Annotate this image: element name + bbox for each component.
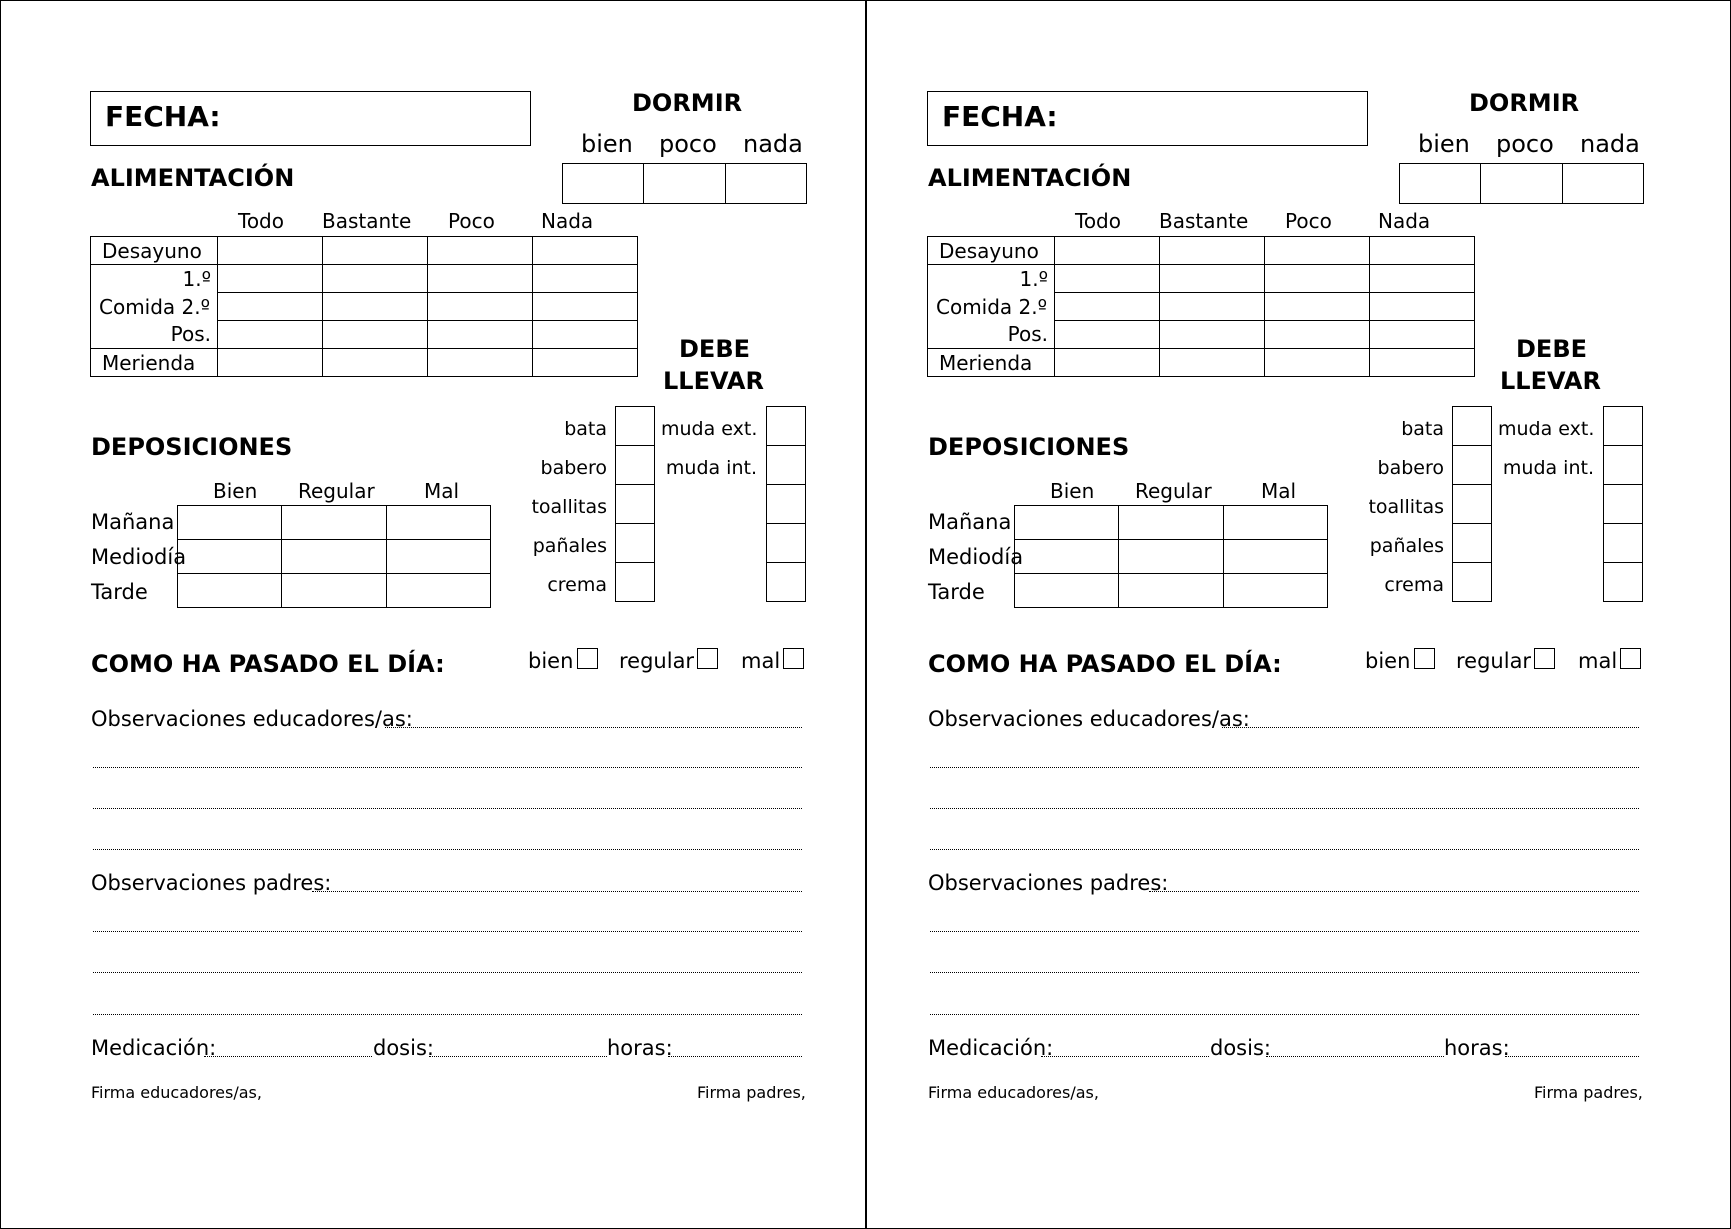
alimentacion-cell[interactable]	[428, 237, 533, 265]
alimentacion-col-bastante: Bastante	[1159, 209, 1249, 233]
obs-educadores-line[interactable]	[930, 808, 1639, 809]
dormir-cell-nada[interactable]	[1563, 164, 1644, 204]
dia-checkbox-regular[interactable]	[1534, 648, 1555, 669]
obs-padres-line[interactable]	[312, 891, 802, 892]
alimentacion-cell[interactable]	[323, 349, 428, 377]
dosis-label: dosis:	[373, 1036, 434, 1060]
dormir-grid	[562, 163, 807, 204]
dia-option-mal: mal	[1578, 649, 1618, 673]
medicacion-line[interactable]	[1041, 1056, 1209, 1057]
alimentacion-cell[interactable]	[218, 237, 323, 265]
dosis-line[interactable]	[1266, 1056, 1444, 1057]
obs-educadores-line[interactable]	[93, 849, 802, 850]
horas-label: horas:	[607, 1036, 673, 1060]
deposiciones-cell[interactable]	[282, 506, 387, 540]
debe-llevar-checkbox-crema[interactable]	[1453, 563, 1492, 602]
dia-checkbox-regular[interactable]	[697, 648, 718, 669]
deposiciones-cell[interactable]	[282, 574, 387, 608]
debe-llevar-right-boxes	[1603, 406, 1643, 602]
alimentacion-col-todo: Todo	[1075, 209, 1121, 233]
debe-llevar-item-crema: crema	[1384, 574, 1444, 596]
debe-llevar-item-muda-ext: muda ext.	[661, 418, 758, 440]
alimentacion-cell[interactable]	[428, 321, 533, 349]
form-page-right	[838, 1, 1702, 1228]
alimentacion-cell[interactable]	[533, 321, 638, 349]
debe-llevar-checkbox-bata[interactable]	[616, 407, 655, 446]
alimentacion-cell[interactable]	[1265, 349, 1370, 377]
alimentacion-row-postre: Pos.	[91, 321, 218, 349]
debe-llevar-checkbox-extra[interactable]	[1604, 485, 1643, 524]
alimentacion-cell[interactable]	[1160, 237, 1265, 265]
deposiciones-cell[interactable]	[282, 540, 387, 574]
debe-llevar-item-babero: babero	[1377, 457, 1444, 479]
dia-option-bien: bien	[1365, 649, 1411, 673]
debe-llevar-checkbox-toallitas[interactable]	[616, 485, 655, 524]
firma-padres-label: Firma padres,	[1534, 1083, 1643, 1102]
debe-llevar-item-toallitas: toallitas	[1368, 496, 1444, 518]
alimentacion-cell[interactable]	[533, 265, 638, 293]
alimentacion-cell[interactable]	[1055, 293, 1160, 321]
dosis-line[interactable]	[429, 1056, 607, 1057]
debe-llevar-item-muda-int: muda int.	[665, 457, 757, 479]
alimentacion-col-todo: Todo	[238, 209, 284, 233]
debe-llevar-item-muda-int: muda int.	[1502, 457, 1594, 479]
alimentacion-cell[interactable]	[1370, 293, 1475, 321]
alimentacion-cell[interactable]	[323, 321, 428, 349]
debe-llevar-left-boxes	[1452, 406, 1492, 602]
alimentacion-cell[interactable]	[1265, 293, 1370, 321]
deposiciones-cell[interactable]	[178, 574, 282, 608]
obs-padres-line[interactable]	[930, 972, 1639, 973]
debe-llevar-left-boxes	[615, 406, 655, 602]
alimentacion-cell[interactable]	[533, 293, 638, 321]
alimentacion-title: ALIMENTACIÓN	[928, 164, 1132, 192]
alimentacion-cell[interactable]	[1265, 237, 1370, 265]
debe-llevar-right-boxes	[766, 406, 806, 602]
deposiciones-cell[interactable]	[1224, 574, 1328, 608]
alimentacion-table	[90, 236, 638, 377]
alimentacion-cell[interactable]	[1370, 321, 1475, 349]
obs-padres-line[interactable]	[930, 1014, 1639, 1015]
deposiciones-cell[interactable]	[1119, 574, 1224, 608]
dormir-cell-bien[interactable]	[1400, 164, 1481, 204]
debe-llevar-checkbox-extra[interactable]	[767, 524, 806, 563]
deposiciones-title: DEPOSICIONES	[928, 433, 1130, 461]
debe-llevar-checkbox-extra[interactable]	[1604, 524, 1643, 563]
debe-llevar-checkbox-extra[interactable]	[1604, 563, 1643, 602]
alimentacion-row-postre: Pos.	[928, 321, 1055, 349]
dormir-cell-poco[interactable]	[644, 164, 726, 204]
fecha-field[interactable]	[927, 91, 1368, 146]
dia-option-mal: mal	[741, 649, 781, 673]
debe-llevar-checkbox-babero[interactable]	[616, 446, 655, 485]
alimentacion-cell[interactable]	[1160, 349, 1265, 377]
debe-llevar-title-line2: LLEVAR	[1500, 367, 1601, 395]
alimentacion-cell[interactable]	[1055, 321, 1160, 349]
alimentacion-cell[interactable]	[1370, 349, 1475, 377]
deposiciones-row-mediodia: Mediodía	[928, 545, 1024, 569]
horas-line[interactable]	[1505, 1056, 1639, 1057]
dia-option-regular: regular	[619, 649, 695, 673]
medicacion-line[interactable]	[204, 1056, 372, 1057]
dia-title: COMO HA PASADO EL DÍA:	[91, 650, 445, 678]
debe-llevar-item-babero: babero	[540, 457, 607, 479]
deposiciones-col-regular: Regular	[1135, 479, 1212, 503]
debe-llevar-checkbox-crema[interactable]	[616, 563, 655, 602]
alimentacion-cell[interactable]	[1160, 321, 1265, 349]
deposiciones-col-mal: Mal	[1261, 479, 1297, 503]
dormir-option-nada: nada	[1580, 130, 1640, 158]
deposiciones-cell[interactable]	[1224, 506, 1328, 540]
alimentacion-cell[interactable]	[218, 349, 323, 377]
alimentacion-row-merienda: Merienda	[928, 349, 1055, 377]
fecha-field[interactable]	[90, 91, 531, 146]
obs-educadores-label: Observaciones educadores/as:	[91, 707, 413, 731]
alimentacion-row-comida-segundo: Comida 2.º	[91, 293, 218, 321]
form-page-left	[1, 1, 865, 1228]
alimentacion-cell[interactable]	[1160, 265, 1265, 293]
alimentacion-row-primero: 1.º	[928, 265, 1055, 293]
dia-checkbox-bien[interactable]	[1414, 648, 1435, 669]
alimentacion-row-desayuno: Desayuno	[928, 237, 1055, 265]
debe-llevar-checkbox-muda-int[interactable]	[1604, 446, 1643, 485]
alimentacion-row-merienda: Merienda	[91, 349, 218, 377]
debe-llevar-checkbox-babero[interactable]	[1453, 446, 1492, 485]
horas-label: horas:	[1444, 1036, 1510, 1060]
deposiciones-col-regular: Regular	[298, 479, 375, 503]
deposiciones-cell[interactable]	[178, 540, 282, 574]
debe-llevar-item-crema: crema	[547, 574, 607, 596]
debe-llevar-checkbox-extra[interactable]	[767, 563, 806, 602]
debe-llevar-item-panales: pañales	[1369, 535, 1444, 557]
fecha-label: FECHA:	[105, 100, 221, 133]
alimentacion-cell[interactable]	[1055, 349, 1160, 377]
fecha-label: FECHA:	[942, 100, 1058, 133]
deposiciones-cell[interactable]	[387, 540, 491, 574]
debe-llevar-checkbox-extra[interactable]	[767, 485, 806, 524]
deposiciones-title: DEPOSICIONES	[91, 433, 293, 461]
dia-title: COMO HA PASADO EL DÍA:	[928, 650, 1282, 678]
firma-educadores-label: Firma educadores/as,	[928, 1083, 1099, 1102]
dormir-grid	[1399, 163, 1644, 204]
deposiciones-col-bien: Bien	[1050, 479, 1095, 503]
dormir-cell-nada[interactable]	[726, 164, 807, 204]
dormir-option-bien: bien	[581, 130, 633, 158]
obs-padres-line[interactable]	[93, 931, 802, 932]
dia-checkbox-bien[interactable]	[577, 648, 598, 669]
alimentacion-cell[interactable]	[533, 237, 638, 265]
obs-padres-line[interactable]	[93, 972, 802, 973]
debe-llevar-checkbox-panales[interactable]	[616, 524, 655, 563]
dormir-cell-poco[interactable]	[1481, 164, 1563, 204]
obs-educadores-line[interactable]	[93, 808, 802, 809]
alimentacion-col-poco: Poco	[448, 209, 495, 233]
debe-llevar-item-toallitas: toallitas	[531, 496, 607, 518]
alimentacion-cell[interactable]	[533, 349, 638, 377]
deposiciones-cell[interactable]	[387, 506, 491, 540]
dia-checkbox-mal[interactable]	[1620, 648, 1641, 669]
obs-educadores-line[interactable]	[930, 767, 1639, 768]
obs-padres-line[interactable]	[1149, 891, 1639, 892]
firma-educadores-label: Firma educadores/as,	[91, 1083, 262, 1102]
debe-llevar-checkbox-bata[interactable]	[1453, 407, 1492, 446]
dormir-option-poco: poco	[659, 130, 717, 158]
medicacion-label: Medicación:	[91, 1036, 217, 1060]
deposiciones-row-tarde: Tarde	[928, 580, 985, 604]
obs-educadores-label: Observaciones educadores/as:	[928, 707, 1250, 731]
deposiciones-cell[interactable]	[1119, 506, 1224, 540]
dia-option-bien: bien	[528, 649, 574, 673]
obs-padres-line[interactable]	[930, 931, 1639, 932]
alimentacion-row-desayuno: Desayuno	[91, 237, 218, 265]
dormir-cell-bien[interactable]	[563, 164, 644, 204]
alimentacion-cell[interactable]	[428, 265, 533, 293]
debe-llevar-checkbox-panales[interactable]	[1453, 524, 1492, 563]
deposiciones-row-manana: Mañana	[928, 510, 1012, 534]
deposiciones-cell[interactable]	[1015, 506, 1119, 540]
dormir-title: DORMIR	[632, 89, 743, 117]
medicacion-label: Medicación:	[928, 1036, 1054, 1060]
dia-option-regular: regular	[1456, 649, 1532, 673]
debe-llevar-checkbox-muda-int[interactable]	[767, 446, 806, 485]
deposiciones-cell[interactable]	[1119, 540, 1224, 574]
deposiciones-cell[interactable]	[1224, 540, 1328, 574]
debe-llevar-title-line1: DEBE	[679, 335, 751, 363]
alimentacion-cell[interactable]	[218, 265, 323, 293]
debe-llevar-item-bata: bata	[564, 418, 607, 440]
debe-llevar-item-muda-ext: muda ext.	[1498, 418, 1595, 440]
debe-llevar-item-bata: bata	[1401, 418, 1444, 440]
alimentacion-col-nada: Nada	[541, 209, 594, 233]
alimentacion-cell[interactable]	[1055, 265, 1160, 293]
alimentacion-cell[interactable]	[428, 349, 533, 377]
deposiciones-cell[interactable]	[387, 574, 491, 608]
alimentacion-cell[interactable]	[1055, 237, 1160, 265]
alimentacion-cell[interactable]	[1370, 265, 1475, 293]
alimentacion-row-primero: 1.º	[91, 265, 218, 293]
deposiciones-col-bien: Bien	[213, 479, 258, 503]
alimentacion-cell[interactable]	[323, 293, 428, 321]
alimentacion-cell[interactable]	[1160, 293, 1265, 321]
alimentacion-cell[interactable]	[1265, 265, 1370, 293]
alimentacion-table	[927, 236, 1475, 377]
alimentacion-col-poco: Poco	[1285, 209, 1332, 233]
obs-educadores-line[interactable]	[385, 727, 802, 728]
horas-line[interactable]	[668, 1056, 802, 1057]
deposiciones-cell[interactable]	[1015, 574, 1119, 608]
deposiciones-cell[interactable]	[1015, 540, 1119, 574]
debe-llevar-title-line1: DEBE	[1516, 335, 1588, 363]
deposiciones-row-mediodia: Mediodía	[91, 545, 187, 569]
deposiciones-cell[interactable]	[178, 506, 282, 540]
obs-padres-label: Observaciones padres:	[91, 871, 332, 895]
alimentacion-cell[interactable]	[323, 265, 428, 293]
debe-llevar-checkbox-toallitas[interactable]	[1453, 485, 1492, 524]
obs-educadores-line[interactable]	[93, 767, 802, 768]
alimentacion-col-bastante: Bastante	[322, 209, 412, 233]
firma-padres-label: Firma padres,	[697, 1083, 806, 1102]
dormir-option-poco: poco	[1496, 130, 1554, 158]
dormir-option-bien: bien	[1418, 130, 1470, 158]
deposiciones-row-tarde: Tarde	[91, 580, 148, 604]
alimentacion-cell[interactable]	[218, 321, 323, 349]
deposiciones-table	[1014, 505, 1328, 608]
alimentacion-cell[interactable]	[323, 237, 428, 265]
obs-padres-line[interactable]	[93, 1014, 802, 1015]
debe-llevar-checkbox-muda-ext[interactable]	[1604, 407, 1643, 446]
debe-llevar-checkbox-muda-ext[interactable]	[767, 407, 806, 446]
debe-llevar-item-panales: pañales	[532, 535, 607, 557]
alimentacion-col-nada: Nada	[1378, 209, 1431, 233]
alimentacion-row-comida-segundo: Comida 2.º	[928, 293, 1055, 321]
deposiciones-table	[177, 505, 491, 608]
alimentacion-cell[interactable]	[218, 293, 323, 321]
alimentacion-cell[interactable]	[1265, 321, 1370, 349]
debe-llevar-title-line2: LLEVAR	[663, 367, 764, 395]
deposiciones-row-manana: Mañana	[91, 510, 175, 534]
dormir-option-nada: nada	[743, 130, 803, 158]
dosis-label: dosis:	[1210, 1036, 1271, 1060]
dia-checkbox-mal[interactable]	[783, 648, 804, 669]
alimentacion-cell[interactable]	[428, 293, 533, 321]
alimentacion-cell[interactable]	[1370, 237, 1475, 265]
obs-padres-label: Observaciones padres:	[928, 871, 1169, 895]
alimentacion-title: ALIMENTACIÓN	[91, 164, 295, 192]
deposiciones-col-mal: Mal	[424, 479, 460, 503]
dormir-title: DORMIR	[1469, 89, 1580, 117]
obs-educadores-line[interactable]	[930, 849, 1639, 850]
obs-educadores-line[interactable]	[1222, 727, 1639, 728]
